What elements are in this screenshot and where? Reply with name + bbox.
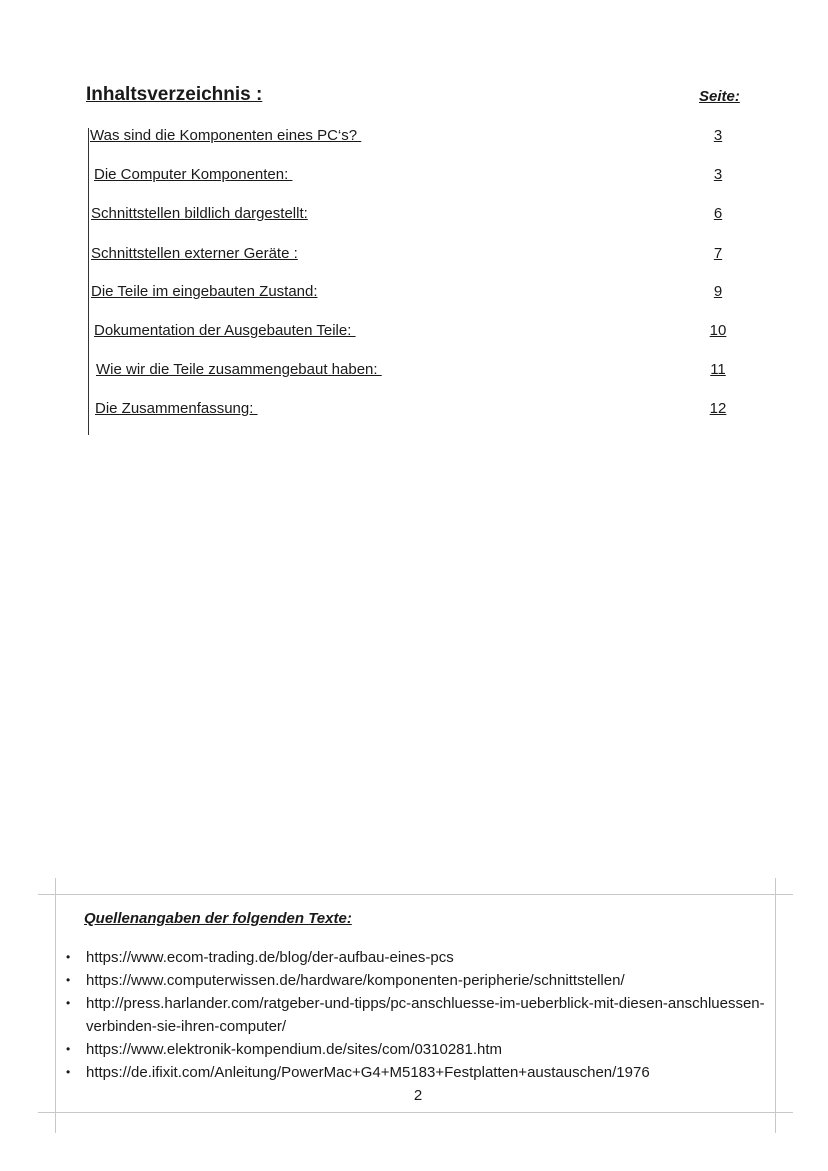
toc-entry-8[interactable]: Die Zusammenfassung: [95, 400, 258, 417]
page-column-header: Seite: [699, 88, 740, 105]
source-item [66, 1061, 766, 1084]
toc-page-5[interactable]: 9 [713, 283, 723, 300]
source-item [66, 969, 766, 992]
sources-list [66, 946, 766, 1084]
source-link-1[interactable]: https://www.ecom-trading.de/blog/der-aufbau-eines-pcs [86, 949, 454, 966]
toc-page-4[interactable]: 7 [713, 245, 723, 262]
bullet-icon: • [66, 973, 71, 987]
toc-title: Inhaltsverzeichnis : [86, 84, 263, 105]
source-link-2[interactable]: https://www.computerwissen.de/hardware/komponenten-peripherie/schnittstellen/ [86, 972, 625, 989]
crop-line-top [38, 894, 793, 895]
source-link-5[interactable]: https://de.ifixit.com/Anleitung/PowerMac+G4+M5183+Festplatten+austauschen/1976 [86, 1064, 650, 1081]
source-item [66, 992, 766, 1038]
crop-line-bottom [38, 1112, 793, 1113]
source-link-3[interactable]: http://press.harlander.com/ratgeber-und-tipps/pc-anschluesse-im-ueberblick-mit-diesen-anschluessen-verbinden-sie-ihren-computer/ [86, 995, 765, 1035]
toc-page-3[interactable]: 6 [713, 205, 723, 222]
bullet-icon: • [66, 996, 71, 1010]
toc-page-2[interactable]: 3 [713, 166, 723, 183]
toc-entry-4[interactable]: Schnittstellen externer Geräte : [91, 245, 298, 262]
crop-line-right [775, 878, 776, 1133]
crop-line-left [55, 878, 56, 1133]
toc-page-7[interactable]: 11 [710, 361, 726, 378]
toc-page-8[interactable]: 12 [709, 400, 727, 417]
toc-page-1[interactable]: 3 [713, 127, 723, 144]
source-item [66, 1038, 766, 1061]
toc-page-6[interactable]: 10 [709, 322, 727, 339]
bullet-icon: • [66, 1065, 71, 1079]
bullet-icon: • [66, 1042, 71, 1056]
toc-entry-6[interactable]: Dokumentation der Ausgebauten Teile: [94, 322, 356, 339]
toc-entry-1[interactable]: Was sind die Komponenten eines PC‘s? [90, 127, 362, 144]
page-number: 2 [413, 1087, 423, 1104]
toc-left-border [88, 128, 89, 435]
toc-entry-7[interactable]: Wie wir die Teile zusammengebaut haben: [96, 361, 382, 378]
source-link-4[interactable]: https://www.elektronik-kompendium.de/sites/com/0310281.htm [86, 1041, 503, 1058]
bullet-icon: • [66, 950, 71, 964]
sources-title: Quellenangaben der folgenden Texte: [84, 910, 352, 927]
toc-entry-5[interactable]: Die Teile im eingebauten Zustand: [91, 283, 318, 300]
toc-entry-3[interactable]: Schnittstellen bildlich dargestellt: [91, 205, 308, 222]
toc-entry-2[interactable]: Die Computer Komponenten: [94, 166, 293, 183]
source-item [66, 946, 766, 969]
